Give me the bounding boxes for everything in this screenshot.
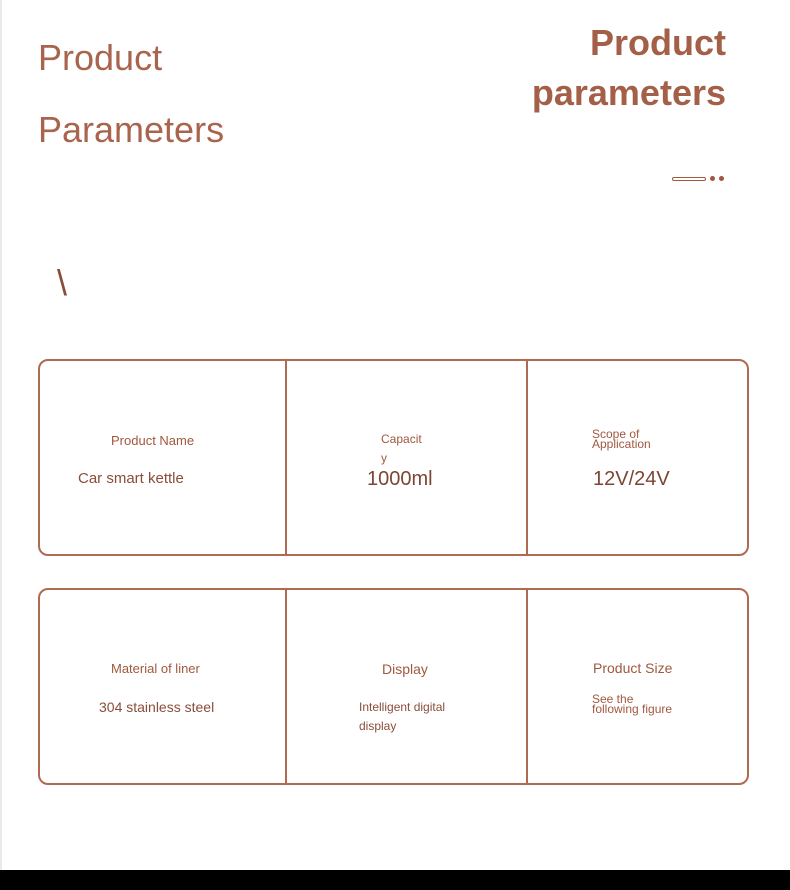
right-title-line1: Product [589,22,726,63]
column-divider [526,590,528,783]
bottom-bar [0,870,790,890]
params-card-row1 [38,359,749,556]
size-label: Product Size [593,660,673,676]
capacity-value: 1000ml [367,468,433,490]
column-divider [526,361,528,554]
product-name-label: Product Name [111,433,195,448]
size-value-line1: See the [592,692,634,706]
display-value-line1: Intelligent digital [359,700,446,714]
liner-value: 304 stainless steel [99,699,215,715]
slash-mark: \ [57,262,68,303]
size-value-line2: following figure [592,702,673,716]
dot-icon [710,176,715,181]
liner-label: Material of liner [111,661,200,676]
column-divider [285,361,287,554]
dot-icon [719,176,724,181]
left-title-line2: Parameters [38,109,225,150]
right-title-line2: parameters [531,72,726,113]
page-left-edge [0,0,2,870]
capacity-label-line1: Capacit [381,432,422,446]
decorative-divider [672,176,724,181]
column-divider [285,590,287,783]
left-title-line1: Product [38,37,163,78]
scope-value: 12V/24V [593,468,670,490]
scope-label-line1: Scope of [592,427,640,441]
display-label: Display [382,661,428,677]
product-name-value: Car smart kettle [78,470,184,487]
display-value-line2: display [359,719,397,733]
pill-shape [672,177,706,181]
right-title [532,18,726,118]
params-card-row2 [38,588,749,785]
scope-label-line2: Application [592,437,651,451]
capacity-label-line2: y [381,451,387,465]
